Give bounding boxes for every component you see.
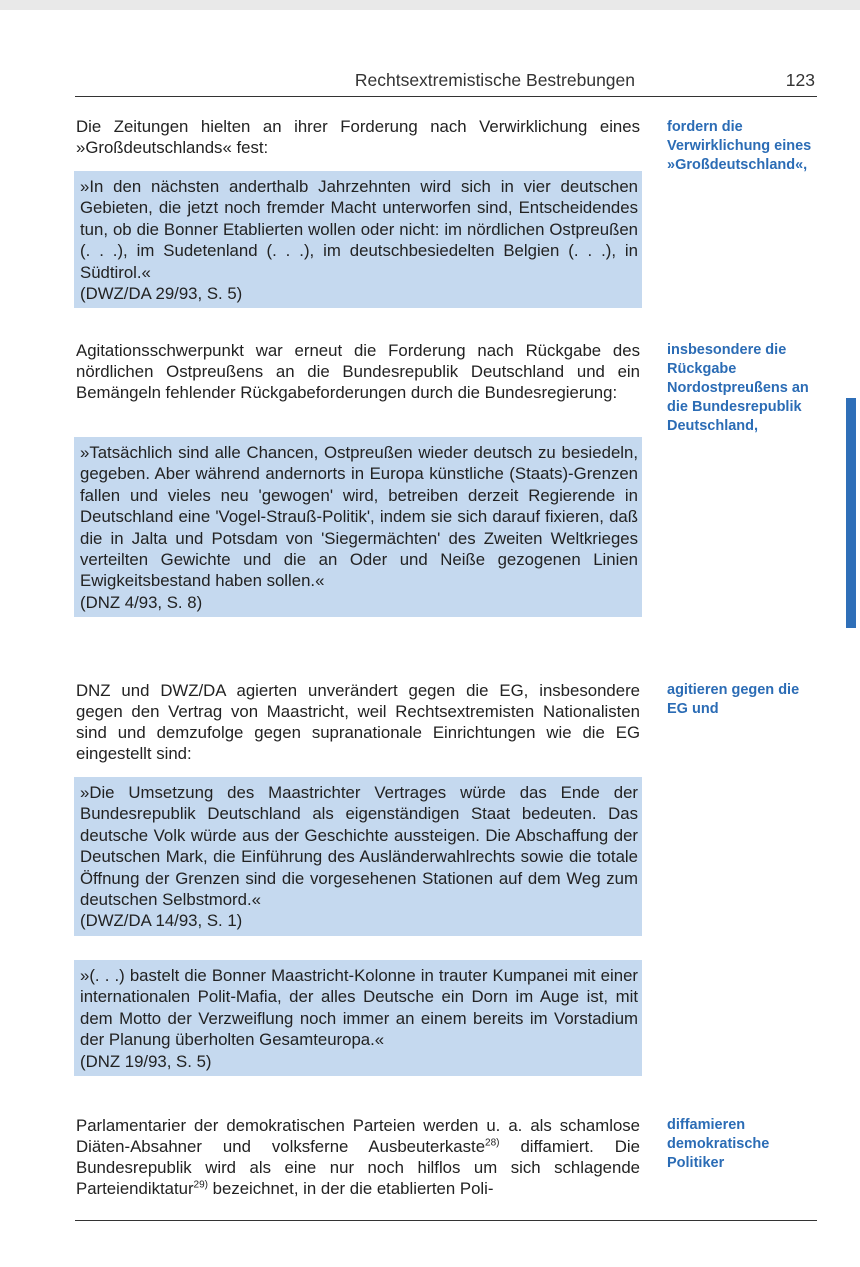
running-title: Rechtsextremistische Bestrebungen (354, 70, 635, 90)
paragraph-4-text-a: Parlamentarier der demokratischen Parteien werden u. a. als schamlose Diäten-Absahner und volksferne Ausbeuterkaste (76, 1116, 640, 1156)
footer-rule (75, 1220, 817, 1221)
paragraph-2: Agitationsschwerpunkt war erneut die Forderung nach Rückgabe des nördlichen Ostpreußens an die Bundesrepublik Deutschland und ein Bemängeln fehlender Rückgabeforderungen durch die Bundesregierung: (76, 341, 640, 402)
top-edge-shadow (0, 0, 860, 10)
quote-2-text: »Tatsächlich sind alle Chancen, Ostpreußen wieder deutsch zu besiedeln, gegeben. Aber während andernorts in Europa künstliche (Staats)-Grenzen fallen und vieles neu 'gewogen' wird, betreiben derzeit Regierende in Deutschland eine 'Vogel-Strauß-Politik', indem sie sich darauf fixieren, daß die in Jalta und Potsdam von 'Siegermächten' des Zweiten Weltkrieges verteilten Gewichte und die an Oder und Neiße gezogenen Linien Ewigkeitsbestand haben sollen.« (80, 443, 638, 591)
quote-4-text: »(. . .) bastelt die Bonner Maastricht-Kolonne in trauter Kumpanei mit einer internationalen Polit-Mafia, der alles Deutsche ein Dorn im Auge ist, mit dem Motto der Verzweiflung noch immer an einem bereits im Vorstadium der Planung überholten Gesamteuropa.« (80, 966, 638, 1050)
quote-3-text: »Die Umsetzung des Maastrichter Vertrages würde das Ende der Bundesrepublik Deutschland als eigenständigen Staat bedeuten. Das deutsche Volk würde aus der Geschichte aussteigen. Die Abschaffung der Deutschen Mark, die Einführung des Ausländerwahlrechts sowie die totale Öffnung der Grenzen sind die vorgesehenen Stationen auf dem Weg zum deutschen Selbstmord.« (80, 783, 638, 910)
paragraph-3: DNZ und DWZ/DA agierten unverändert gegen die EG, insbesondere gegen den Vertrag von Maastricht, weil Rechtsextremisten Nationalisten sind und demzufolge gegen supranationale Einrichtungen wie die EG eingestellt sind: (76, 681, 640, 763)
quote-1-source: (DWZ/DA 29/93, S. 5) (80, 284, 243, 304)
quote-3 (74, 777, 642, 936)
margin-note-2: insbesondere die Rückgabe Nordostpreußens an die Bundesrepublik Deutschland, (667, 342, 809, 434)
quote-2 (74, 437, 642, 617)
quote-3-source: (DWZ/DA 14/93, S. 1) (80, 911, 243, 931)
paragraph-4 (76, 1115, 640, 1199)
footnote-ref-28[interactable]: 28) (485, 1137, 500, 1149)
quote-2-source: (DNZ 4/93, S. 8) (80, 592, 203, 612)
quote-4 (74, 960, 642, 1076)
page-number: 123 (785, 70, 815, 90)
quote-4-source: (DNZ 19/93, S. 5) (80, 1051, 212, 1071)
quote-1-text: »In den nächsten anderthalb Jahrzehnten wird sich in vier deutschen Gebieten, die jetzt noch fremder Macht unterworfen sind, Entscheidendes tun, ob die Bonner Etablierten wollen oder nicht: im nördlichen Ostpreußen (. . .), im Sudetenland (. . .), im deutschbesiedelten Belgien (. . .), in Südtirol.« (80, 177, 638, 282)
paragraph-4-text-c: bezeichnet, in der die etablierten Poli- (208, 1179, 494, 1198)
margin-note-3: agitieren gegen die EG und (667, 682, 800, 717)
footnote-ref-29[interactable]: 29) (193, 1179, 208, 1191)
chapter-thumb-index (846, 398, 856, 628)
running-header (75, 70, 817, 97)
paragraph-4-text-b: diffamiert. Die Bundesrepublik wird als eine nur noch hilflos um sich schlagende Parteiendiktatur (76, 1137, 640, 1198)
margin-note-1: fordern die Verwirklichung eines »Großdeutschland«, (667, 119, 812, 173)
quote-1 (74, 171, 642, 308)
margin-note-4: diffamieren demokratische Politiker (667, 1117, 770, 1171)
paragraph-1: Die Zeitungen hielten an ihrer Forderung nach Verwirklichung eines »Großdeutschlands« fest: (76, 117, 640, 157)
